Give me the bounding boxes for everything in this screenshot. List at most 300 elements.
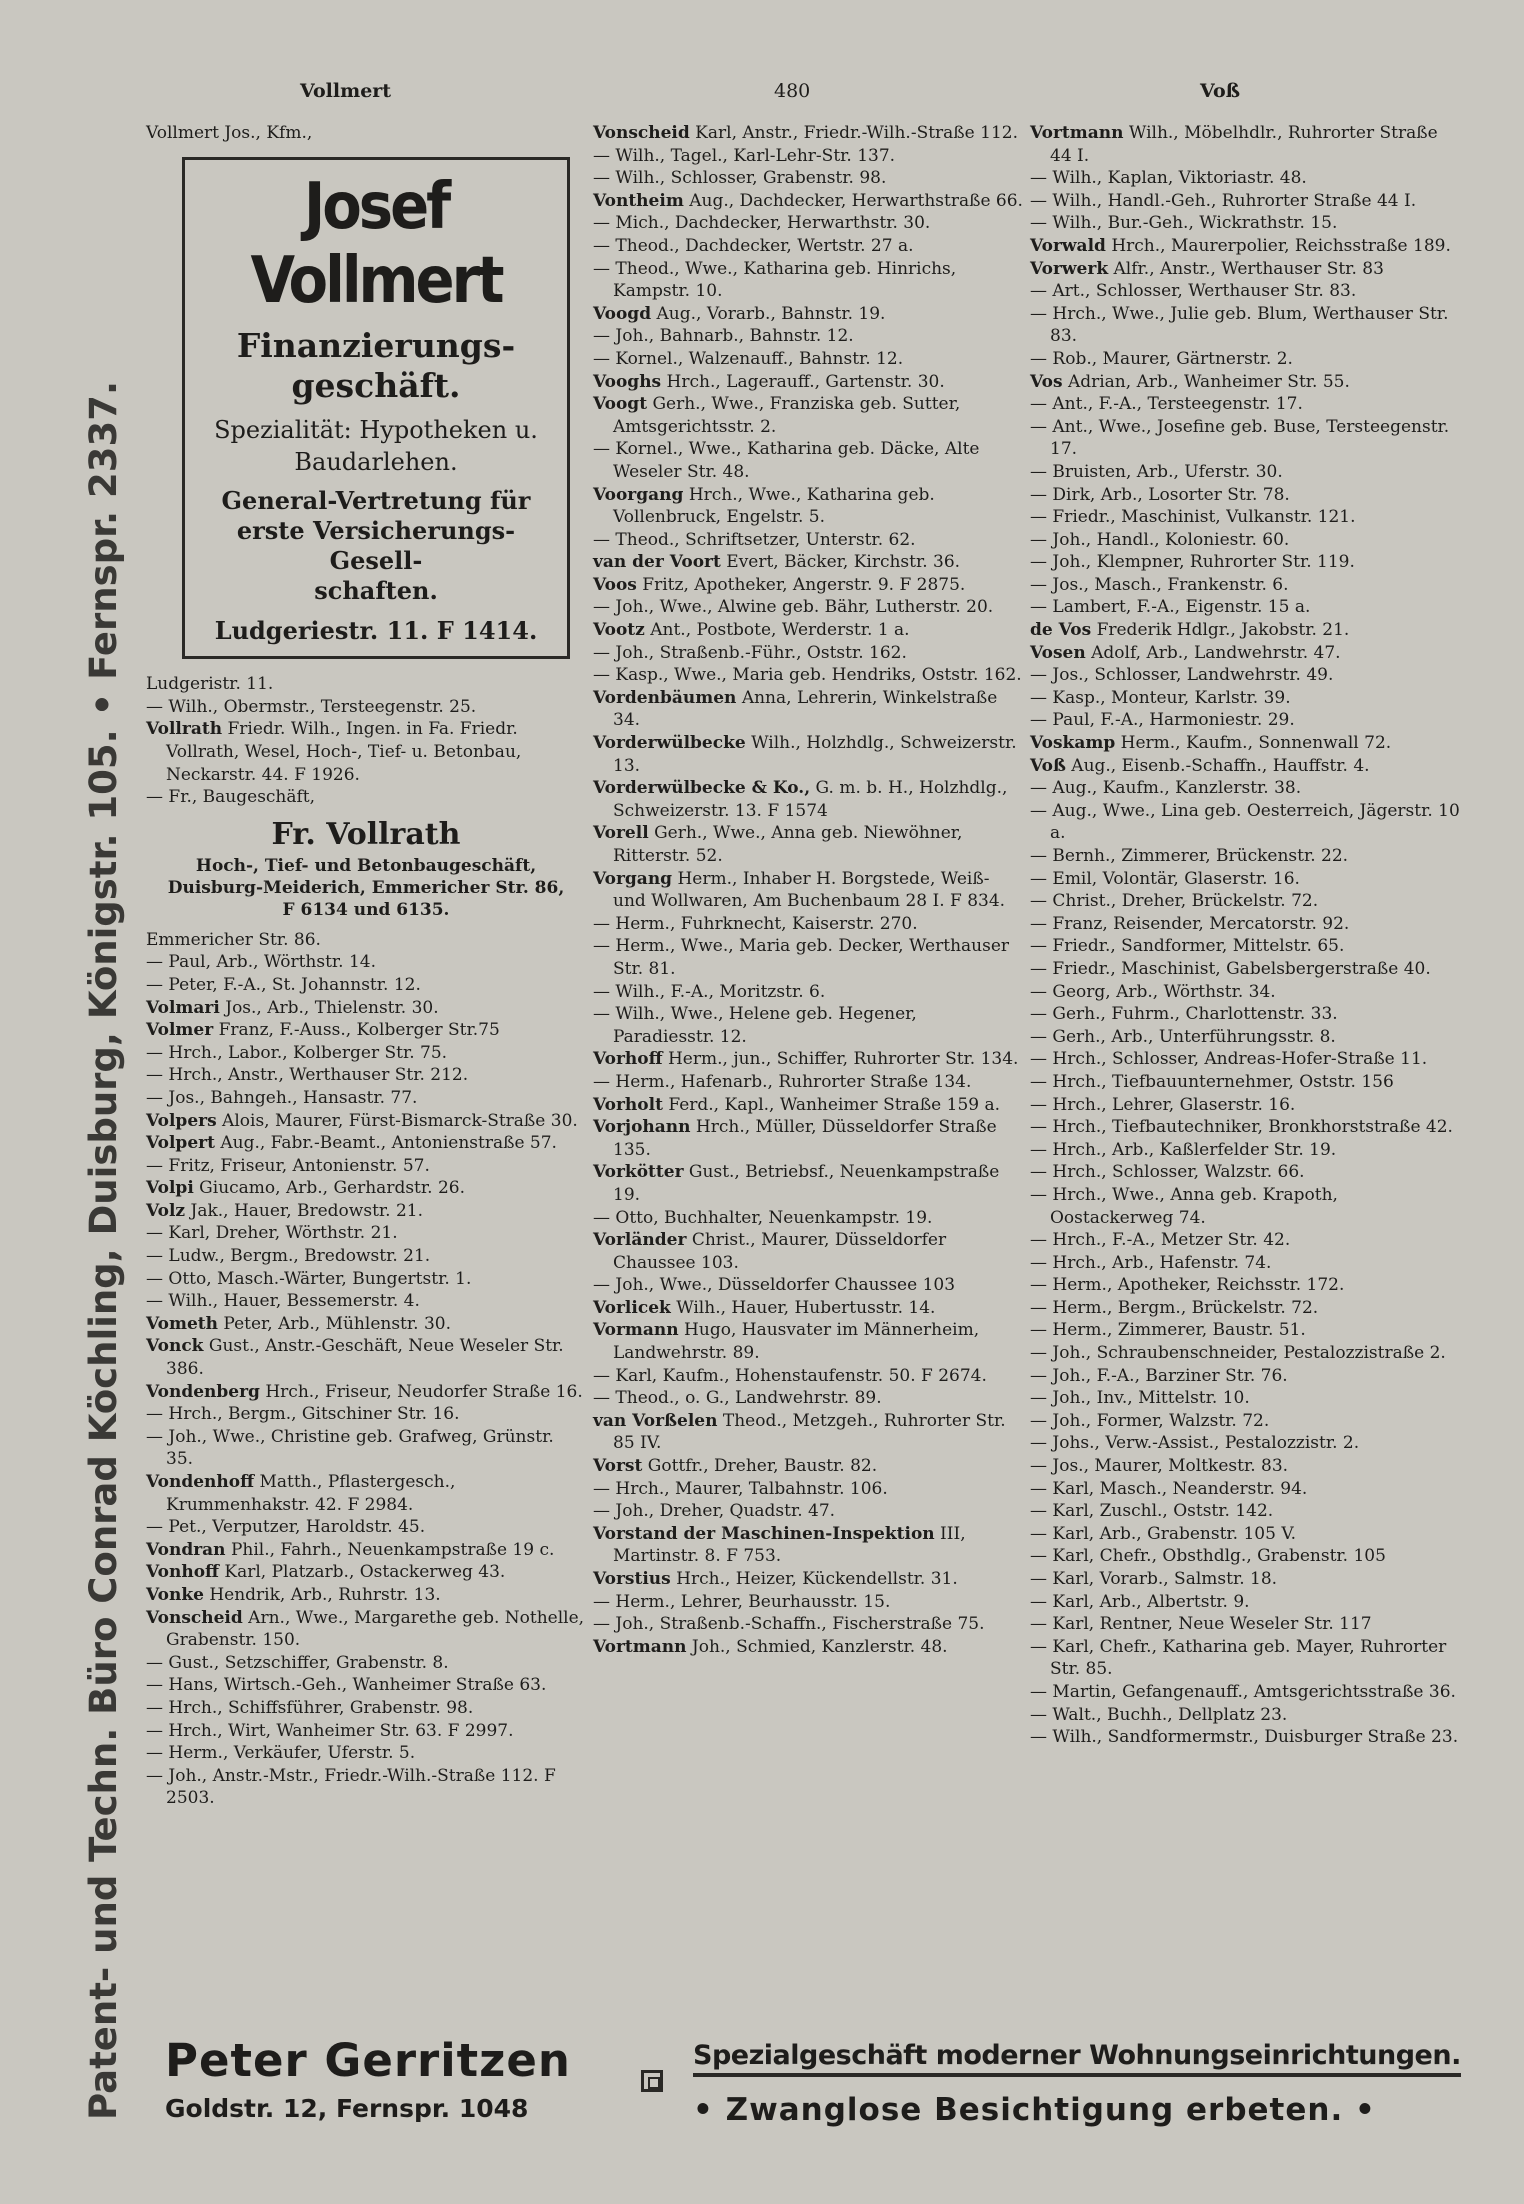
entry-details: — Ludw., Bergm., Bredowstr. 21. (146, 1246, 431, 1267)
entry-details: Gerh., Wwe., Franziska geb. Sutter, Amtsgerichtsstr. 2. (613, 394, 961, 437)
entry-details: — Hrch., Labor., Kolberger Str. 75. (146, 1042, 448, 1063)
directory-entry (593, 868, 1023, 913)
directory-entry (146, 1132, 586, 1155)
entry-details: Fritz, Apotheker, Angerstr. 9. F 2875. (636, 574, 966, 595)
entry-surname: Voos (593, 574, 637, 595)
entry-surname: Vorwald (1030, 235, 1106, 256)
vollrath-line: F 6134 und 6135. (282, 899, 450, 920)
ad-line: General-Vertretung für (221, 485, 531, 515)
side-advertisement: Patent- und Techn. Büro Conrad Köchling, Duisburg, Königstr. 105. • Fernspr. 2337. (82, 380, 125, 2120)
ad-line: geschäft. (291, 365, 461, 405)
directory-entry (146, 1584, 586, 1607)
directory-entry (146, 1155, 586, 1178)
entry-surname: Vontheim (593, 190, 684, 211)
entry-details: — Paul, Arb., Wörthstr. 14. (146, 952, 377, 973)
entry-details: — Martin, Gefangenauff., Amtsgerichtsstraße 36. (1030, 1681, 1456, 1702)
entry-details: — Jos., Bahngeh., Hansastr. 77. (146, 1087, 418, 1108)
directory-entry (1030, 913, 1462, 936)
directory-entry (593, 438, 1023, 483)
directory-entry (593, 642, 1023, 665)
entry-details: — Wilh., Bur.-Geh., Wickrathstr. 15. (1030, 213, 1338, 234)
directory-entry (1030, 1139, 1462, 1162)
entry-details: Hrch., Maurerpolier, Reichsstraße 189. (1105, 235, 1451, 256)
entry-details: — Karl, Dreher, Wörthstr. 21. (146, 1223, 398, 1244)
directory-entry (1030, 461, 1462, 484)
directory-entry (593, 348, 1023, 371)
directory-entry (1030, 258, 1462, 281)
entry-details: Phil., Fahrh., Neuenkampstraße 19 c. (225, 1539, 555, 1560)
directory-entry (1030, 596, 1462, 619)
entry-details: — Karl, Chefr., Obsthdlg., Grabenstr. 105 (1030, 1546, 1386, 1567)
entry-surname: Volz (146, 1200, 186, 1221)
directory-entry (1030, 529, 1462, 552)
entry-details: — Karl, Zuschl., Oststr. 142. (1030, 1501, 1274, 1522)
entry-details: — Herm., Verkäufer, Uferstr. 5. (146, 1743, 416, 1764)
entry-surname: Vos (1030, 371, 1063, 392)
entry-details: — Kasp., Wwe., Maria geb. Hendriks, Oststr. 162. (593, 665, 1022, 686)
footer-company-name: Peter Gerritzen (165, 2034, 571, 2087)
entry-details: — Hrch., Tiefbauunternehmer, Oststr. 156 (1030, 1071, 1394, 1092)
directory-entry (1030, 551, 1462, 574)
entry-surname: Vormann (593, 1320, 679, 1341)
entry-details: — Hrch., Arb., Hafenstr. 74. (1030, 1252, 1272, 1273)
entry-surname: Vorkötter (593, 1162, 684, 1183)
column-1 (146, 122, 586, 1810)
directory-entry (1030, 1726, 1462, 1749)
directory-entry (146, 1652, 586, 1675)
entry-details: — Aug., Wwe., Lina geb. Oesterreich, Jägerstr. 10 a. (1030, 800, 1460, 844)
directory-entry (146, 997, 586, 1020)
entry-details: — Peter, F.-A., St. Johannstr. 12. (146, 974, 421, 995)
entry-details: — Kornel., Walzenauff., Bahnstr. 12. (593, 348, 904, 369)
entry-details: — Joh., F.-A., Barziner Str. 76. (1030, 1365, 1288, 1386)
directory-entry (1030, 1432, 1462, 1455)
directory-entry (593, 212, 1023, 235)
entry-details: — Hrch., Wwe., Julie geb. Blum, Werthauser Str. 83. (1030, 303, 1449, 347)
entry-details: Arn., Wwe., Margarethe geb. Nothelle, Grabenstr. 150. (166, 1607, 585, 1651)
entry-details: Herm., jun., Schiffer, Ruhrorter Str. 134. (662, 1049, 1019, 1070)
ad-line: erste Versicherungs-Gesell- (236, 515, 516, 575)
ad-company-name: Josef Vollmert (250, 169, 502, 318)
directory-entry (1030, 416, 1462, 461)
directory-entry (593, 687, 1023, 732)
entry-surname: Vorderwülbecke (593, 733, 746, 754)
directory-entry (146, 1426, 586, 1471)
entry-details: — Wilh., Schlosser, Grabenstr. 98. (593, 168, 887, 189)
entry-details: Matth., Pflastergesch., Krummenhakstr. 42. F 2984. (166, 1472, 456, 1515)
directory-entry (593, 529, 1023, 552)
entry-details: Aug., Fabr.-Beamt., Antonienstraße 57. (214, 1133, 557, 1154)
directory-entry (146, 1335, 586, 1380)
directory-entry (1030, 1545, 1462, 1568)
directory-entry (146, 1245, 586, 1268)
entry-details: — Art., Schlosser, Werthauser Str. 83. (1030, 281, 1357, 302)
directory-entry (1030, 1319, 1462, 1342)
entry-surname: Volpi (146, 1178, 194, 1199)
directory-entry (1030, 303, 1462, 348)
entry-details: Ferd., Kapl., Wanheimer Straße 159 a. (662, 1094, 1001, 1115)
directory-entry (1030, 1184, 1462, 1229)
directory-entry (146, 1110, 586, 1133)
entry-details: — Bernh., Zimmerer, Brückenstr. 22. (1030, 846, 1349, 866)
entry-details: — Jos., Schlosser, Landwehrstr. 49. (1030, 665, 1334, 686)
entry-details: — Theod., Wwe., Katharina geb. Hinrichs, Kampstr. 10. (593, 258, 957, 302)
entry-details: — Joh., Klempner, Ruhrorter Str. 119. (1030, 552, 1355, 573)
directory-entry (593, 122, 1023, 145)
directory-entry (146, 1200, 586, 1223)
directory-entry (1030, 755, 1462, 778)
entry-details: Gust., Betriebsf., Neuenkampstraße 19. (613, 1162, 1000, 1205)
entry-surname: Volpers (146, 1110, 217, 1131)
entry-details: — Bruisten, Arb., Uferstr. 30. (1030, 461, 1283, 482)
directory-entry (1030, 800, 1462, 845)
entry-details: — Gerh., Fuhrm., Charlottenstr. 33. (1030, 1004, 1338, 1025)
entry-details: — Fr., Baugeschäft, (146, 787, 316, 808)
directory-entry (1030, 709, 1462, 732)
directory-entry (1030, 1297, 1462, 1320)
directory-entry (146, 951, 586, 974)
directory-entry (1030, 868, 1462, 891)
directory-entry (593, 619, 1023, 642)
directory-entry (593, 1319, 1023, 1364)
entry-details: — Karl, Vorarb., Salmstr. 18. (1030, 1569, 1278, 1589)
directory-entry (1030, 1094, 1462, 1117)
entry-details: Aug., Dachdecker, Herwarthstraße 66. (683, 190, 1023, 211)
directory-entry (1030, 890, 1462, 913)
directory-entry (593, 1636, 1023, 1659)
entry-details: — Kasp., Monteur, Karlstr. 39. (1030, 687, 1291, 708)
directory-entry (1030, 574, 1462, 597)
directory-entry (146, 1042, 586, 1065)
entry-details: Hugo, Hausvater im Männerheim, Landwehrstr. 89. (613, 1320, 980, 1364)
entry-details: Christ., Maurer, Düsseldorfer Chaussee 103. (613, 1230, 947, 1273)
directory-entry (1030, 732, 1462, 755)
directory-entry (593, 1094, 1023, 1117)
entry-details: — Wilh., F.-A., Moritzstr. 6. (593, 981, 826, 1002)
directory-entry (146, 1720, 586, 1743)
entry-surname: Vondran (146, 1539, 226, 1560)
entry-details: Hrch., Heizer, Kückendellstr. 31. (670, 1569, 958, 1589)
header-left-keyword: Vollmert (300, 80, 392, 102)
entry-details: — Joh., Anstr.-Mstr., Friedr.-Wilh.-Straße 112. F 2503. (146, 1765, 556, 1809)
entry-details: — Hrch., Schiffsführer, Grabenstr. 98. (146, 1697, 474, 1718)
directory-entry (593, 1500, 1023, 1523)
entry-details: — Hrch., Wirt, Wanheimer Str. 63. F 2997. (146, 1720, 514, 1741)
directory-entry (1030, 1478, 1462, 1501)
entry-details: — Theod., o. G., Landwehrstr. 89. (593, 1388, 882, 1409)
entry-details: — Emil, Volontär, Glaserstr. 16. (1030, 868, 1300, 889)
directory-entry (146, 1177, 586, 1200)
entry-details: Karl, Anstr., Friedr.-Wilh.-Straße 112. (689, 123, 1018, 143)
directory-entry (1030, 212, 1462, 235)
directory-entry (1030, 1591, 1462, 1614)
entry-surname: Vondenhoff (146, 1472, 255, 1492)
entry-details: — Herm., Zimmerer, Baustr. 51. (1030, 1320, 1306, 1341)
entry-surname: Vortmann (1030, 123, 1124, 143)
directory-entry (593, 1048, 1023, 1071)
entry-surname: Voorgang (593, 484, 684, 505)
directory-entry (146, 1561, 586, 1584)
entry-details: — Hrch., Schlosser, Walzstr. 66. (1030, 1162, 1305, 1183)
entry-details: — Otto, Masch.-Wärter, Bungertstr. 1. (146, 1268, 472, 1289)
entry-details: — Joh., Wwe., Düsseldorfer Chaussee 103 (593, 1275, 956, 1296)
entry-surname: Vonscheid (146, 1607, 243, 1628)
entry-surname: Vonhoff (146, 1562, 219, 1583)
directory-entry (1030, 1704, 1462, 1727)
entry-details: — Jos., Masch., Frankenstr. 6. (1030, 574, 1289, 595)
entry-details: Gust., Anstr.-Geschäft, Neue Weseler Str. 386. (166, 1336, 564, 1380)
entry-details: — Theod., Dachdecker, Wertstr. 27 a. (593, 235, 914, 256)
entry-details: Friedr. Wilh., Ingen. in Fa. Friedr. Vollrath, Wesel, Hoch-, Tief- u. Betonbau, Neckarstr. 44. F 1926. (166, 719, 522, 785)
entry-surname: Voogt (593, 394, 648, 415)
entry-details: — Joh., Schraubenschneider, Pestalozzistraße 2. (1030, 1343, 1446, 1364)
directory-entry (593, 1478, 1023, 1501)
entry-details: — Wilh., Sandformermstr., Duisburger Straße 23. (1030, 1727, 1459, 1748)
entry-details: Gottfr., Dreher, Baustr. 82. (642, 1456, 878, 1477)
entry-details: — Joh., Inv., Mittelstr. 10. (1030, 1388, 1250, 1409)
entry-surname: Vosen (1030, 642, 1086, 663)
directory-entry (1030, 642, 1462, 665)
directory-entry (593, 596, 1023, 619)
entry-surname: Vonscheid (593, 123, 690, 143)
entry-details: — Mich., Dachdecker, Herwarthstr. 30. (593, 213, 931, 234)
directory-entry (593, 1591, 1023, 1614)
entry-surname: Vorländer (593, 1230, 687, 1251)
directory-entry (593, 1161, 1023, 1206)
directory-entry (1030, 167, 1462, 190)
entry-details: — Friedr., Maschinist, Gabelsbergerstraße 40. (1030, 958, 1431, 979)
ad-line: Baudarlehen. (294, 447, 458, 476)
ad-line: Finanzierungs- (236, 325, 516, 365)
directory-entry (1030, 484, 1462, 507)
entry-details: — Joh., Dreher, Quadstr. 47. (593, 1501, 836, 1522)
directory-entry (593, 935, 1023, 980)
entry-surname: Voogd (593, 303, 652, 324)
column-3 (1030, 122, 1462, 1749)
directory-entry (146, 1381, 586, 1404)
entry-surname: Volpert (146, 1133, 215, 1154)
directory-entry (1030, 1410, 1462, 1433)
directory-entry (146, 1516, 586, 1539)
entry-details: — Friedr., Sandformer, Mittelstr. 65. (1030, 936, 1345, 957)
entry-surname: Vondenberg (146, 1381, 260, 1402)
entry-details: Theod., Metzgeh., Ruhrorter Str. 85 IV. (613, 1410, 1006, 1454)
entry-details: Karl, Platzarb., Ostackerweg 43. (218, 1562, 506, 1583)
entry-details: — Hrch., Maurer, Talbahnstr. 106. (593, 1478, 888, 1499)
entry-details: Jos., Arb., Thielenstr. 30. (219, 997, 439, 1018)
entry-details: — Joh., Wwe., Christine geb. Grafweg, Grünstr. 35. (146, 1426, 554, 1470)
entry-details: Hrch., Lagerauff., Gartenstr. 30. (661, 371, 945, 392)
directory-entry (1030, 777, 1462, 800)
entry-details: — Herm., Hafenarb., Ruhrorter Straße 134. (593, 1071, 972, 1092)
entry-surname: Vollrath (146, 719, 223, 740)
entry-surname: Vonck (146, 1336, 204, 1357)
entry-surname: Vonke (146, 1584, 204, 1605)
entry-details: — Rob., Maurer, Gärtnerstr. 2. (1030, 348, 1293, 369)
directory-entry (146, 673, 586, 696)
entry-details: Alois, Maurer, Fürst-Bismarck-Straße 30. (216, 1110, 578, 1131)
entry-details: — Hrch., Arb., Kaßlerfelder Str. 19. (1030, 1139, 1337, 1160)
entry-surname: Vorell (593, 823, 649, 844)
vollmert-advertisement (182, 157, 570, 660)
entry-details: — Gerh., Arb., Unterführungsstr. 8. (1030, 1026, 1336, 1047)
directory-entry (1030, 981, 1462, 1004)
directory-entry (146, 1674, 586, 1697)
directory-entry (1030, 235, 1462, 258)
entry-surname: Vordenbäumen (593, 687, 737, 708)
directory-entry (593, 258, 1023, 303)
ad-address: Ludgeriestr. 11. F 1414. (214, 615, 538, 645)
entry-details: — Hrch., Wwe., Anna geb. Krapoth, Oostackerweg 74. (1030, 1184, 1338, 1228)
entry-details: — Ant., F.-A., Tersteegenstr. 17. (1030, 394, 1303, 415)
entry-details: Herm., Kaufm., Sonnenwall 72. (1115, 733, 1392, 754)
ornament-square-icon (641, 2070, 663, 2092)
directory-entry (593, 1229, 1023, 1274)
entry-details: — Hrch., Anstr., Werthauser Str. 212. (146, 1065, 469, 1086)
entry-surname: Voskamp (1030, 733, 1116, 754)
directory-entry (593, 1071, 1023, 1094)
directory-entry (1030, 619, 1462, 642)
directory-entry (1030, 371, 1462, 394)
directory-entry (1030, 1455, 1462, 1478)
entry-details: — Pet., Verputzer, Haroldstr. 45. (146, 1517, 426, 1538)
directory-entry (146, 1697, 586, 1720)
entry-details: — Herm., Bergm., Brückelstr. 72. (1030, 1297, 1319, 1318)
entry-details: — Franz, Reisender, Mercatorstr. 92. (1030, 913, 1350, 934)
directory-entry (593, 190, 1023, 213)
directory-entry (146, 1607, 586, 1652)
entry-details: Hrch., Friseur, Neudorfer Straße 16. (259, 1381, 583, 1402)
entry-details: — Joh., Straßenb.-Führ., Oststr. 162. (593, 642, 907, 663)
directory-entry (1030, 122, 1462, 167)
entry-details: — Herm., Lehrer, Beurhausstr. 15. (593, 1591, 891, 1612)
footer-specialty: Spezialgeschäft moderner Wohnungseinrichtungen. (693, 2040, 1461, 2077)
directory-entry (146, 696, 586, 719)
entry-details: Hendrik, Arb., Ruhrstr. 13. (203, 1584, 441, 1605)
entry-details: — Wilh., Wwe., Helene geb. Hegener, Paradiesstr. 12. (593, 1004, 917, 1047)
directory-entry (1030, 1161, 1462, 1184)
entry-details: — Hrch., Lehrer, Glaserstr. 16. (1030, 1094, 1296, 1115)
directory-entry (593, 913, 1023, 936)
entry-details: — Walt., Buchh., Dellplatz 23. (1030, 1704, 1288, 1725)
directory-entry (593, 1116, 1023, 1161)
directory-entry (593, 1387, 1023, 1410)
directory-entry (146, 1742, 586, 1765)
entry-details: — Joh., Wwe., Alwine geb. Bähr, Lutherstr. 20. (593, 597, 994, 618)
entry-surname: van der Voort (593, 552, 721, 573)
entry-details: Evert, Bäcker, Kirchstr. 36. (720, 552, 961, 573)
entry-details: Wilh., Holzhdlg., Schweizerstr. 13. (613, 733, 1017, 776)
entry-details: — Wilh., Tagel., Karl-Lehr-Str. 137. (593, 145, 896, 166)
entry-details: Peter, Arb., Mühlenstr. 30. (217, 1313, 451, 1334)
entry-details: Herm., Inhaber H. Borgstede, Weiß- und Wollwaren, Am Buchenbaum 28 I. F 834. (613, 868, 1006, 912)
entry-details: — Otto, Buchhalter, Neuenkampstr. 19. (593, 1207, 933, 1228)
directory-entry (146, 786, 586, 809)
directory-entry (1030, 1252, 1462, 1275)
directory-entry (1030, 1523, 1462, 1546)
footer-advertisement (165, 2034, 1465, 2134)
entry-details: — Dirk, Arb., Losorter Str. 78. (1030, 484, 1290, 505)
directory-entry (1030, 1613, 1462, 1636)
entry-surname: Vorlicek (593, 1297, 671, 1318)
entry-details: — Hrch., F.-A., Metzer Str. 42. (1030, 1230, 1291, 1251)
directory-entry (593, 145, 1023, 168)
directory-entry (1030, 1681, 1462, 1704)
directory-entry (146, 974, 586, 997)
directory-entry (146, 1313, 586, 1336)
entry-details: Aug., Vorarb., Bahnstr. 19. (651, 303, 886, 324)
entry-details: — Joh., Former, Walzstr. 72. (1030, 1410, 1270, 1431)
column-2 (593, 122, 1023, 1658)
entry-details: — Johs., Verw.-Assist., Pestalozzistr. 2. (1030, 1433, 1360, 1454)
entry-details: — Gust., Setzschiffer, Grabenstr. 8. (146, 1652, 449, 1673)
entry-surname: Vorjohann (593, 1117, 691, 1138)
directory-entry (146, 1765, 586, 1810)
directory-entry (593, 1613, 1023, 1636)
entry-details: Alfr., Anstr., Werthauser Str. 83 (1108, 258, 1384, 279)
entry-surname: de Vos (1030, 620, 1092, 641)
entry-details: — Wilh., Handl.-Geh., Ruhrorter Straße 44 I. (1030, 190, 1417, 211)
entry-surname: Vortmann (593, 1636, 687, 1657)
directory-entry (593, 167, 1023, 190)
footer-visit-note: • Zwanglose Besichtigung erbeten. • (693, 2092, 1376, 2128)
directory-entry (146, 1064, 586, 1087)
entry-surname: Voß (1030, 755, 1066, 776)
entry-details: Gerh., Wwe., Anna geb. Niewöhner, Ritterstr. 52. (613, 823, 963, 866)
directory-entry (1030, 280, 1462, 303)
footer-address: Goldstr. 12, Fernspr. 1048 (165, 2094, 529, 2123)
entry-details: — Herm., Apotheker, Reichsstr. 172. (1030, 1275, 1345, 1296)
directory-entry (593, 1207, 1023, 1230)
entry-details: — Christ., Dreher, Brückelstr. 72. (1030, 891, 1319, 912)
directory-entry (146, 1268, 586, 1291)
directory-entry (593, 1523, 1023, 1568)
directory-entry (1030, 1342, 1462, 1365)
directory-entry (593, 484, 1023, 529)
directory-entry (146, 1222, 586, 1245)
entry-details: Anna, Lehrerin, Winkelstraße 34. (613, 687, 998, 731)
directory-entry (593, 371, 1023, 394)
directory-entry (1030, 958, 1462, 981)
entry-details: — Friedr., Maschinist, Vulkanstr. 121. (1030, 507, 1356, 528)
entry-details: Aug., Eisenb.-Schaffn., Hauffstr. 4. (1065, 755, 1370, 776)
directory-entry (1030, 1365, 1462, 1388)
entry-details: Adrian, Arb., Wanheimer Str. 55. (1062, 371, 1350, 392)
entry-details: — Hrch., Tiefbautechniker, Bronkhorststraße 42. (1030, 1117, 1453, 1138)
entry-details: — Paul, F.-A., Harmoniestr. 29. (1030, 710, 1295, 731)
directory-entry (146, 1290, 586, 1313)
directory-entry (1030, 506, 1462, 529)
entry-details: — Karl, Kaufm., Hohenstaufenstr. 50. F 2674. (593, 1365, 987, 1386)
entry-details: Frederik Hdlgr., Jakobstr. 21. (1091, 620, 1350, 641)
directory-entry (593, 1003, 1023, 1048)
directory-entry (593, 1274, 1023, 1297)
directory-entry (593, 1365, 1023, 1388)
entry-details: — Wilh., Kaplan, Viktoriastr. 48. (1030, 168, 1307, 189)
entry-details: — Wilh., Obermstr., Tersteegenstr. 25. (146, 696, 477, 717)
entry-details: — Karl, Arb., Albertstr. 9. (1030, 1591, 1250, 1612)
entry-surname: Vootz (593, 620, 645, 641)
entry-details: — Karl, Chefr., Katharina geb. Mayer, Ruhrorter Str. 85. (1030, 1636, 1447, 1680)
directory-entry (593, 777, 1023, 822)
directory-entry (593, 303, 1023, 326)
entry-surname: Vorderwülbecke & Ko., (593, 778, 811, 799)
ad-line: schaften. (314, 575, 438, 605)
directory-entry (593, 1568, 1023, 1591)
directory-entry (146, 1019, 586, 1042)
entry-surname: Vorhoff (593, 1049, 663, 1070)
directory-entry (1030, 1229, 1462, 1252)
